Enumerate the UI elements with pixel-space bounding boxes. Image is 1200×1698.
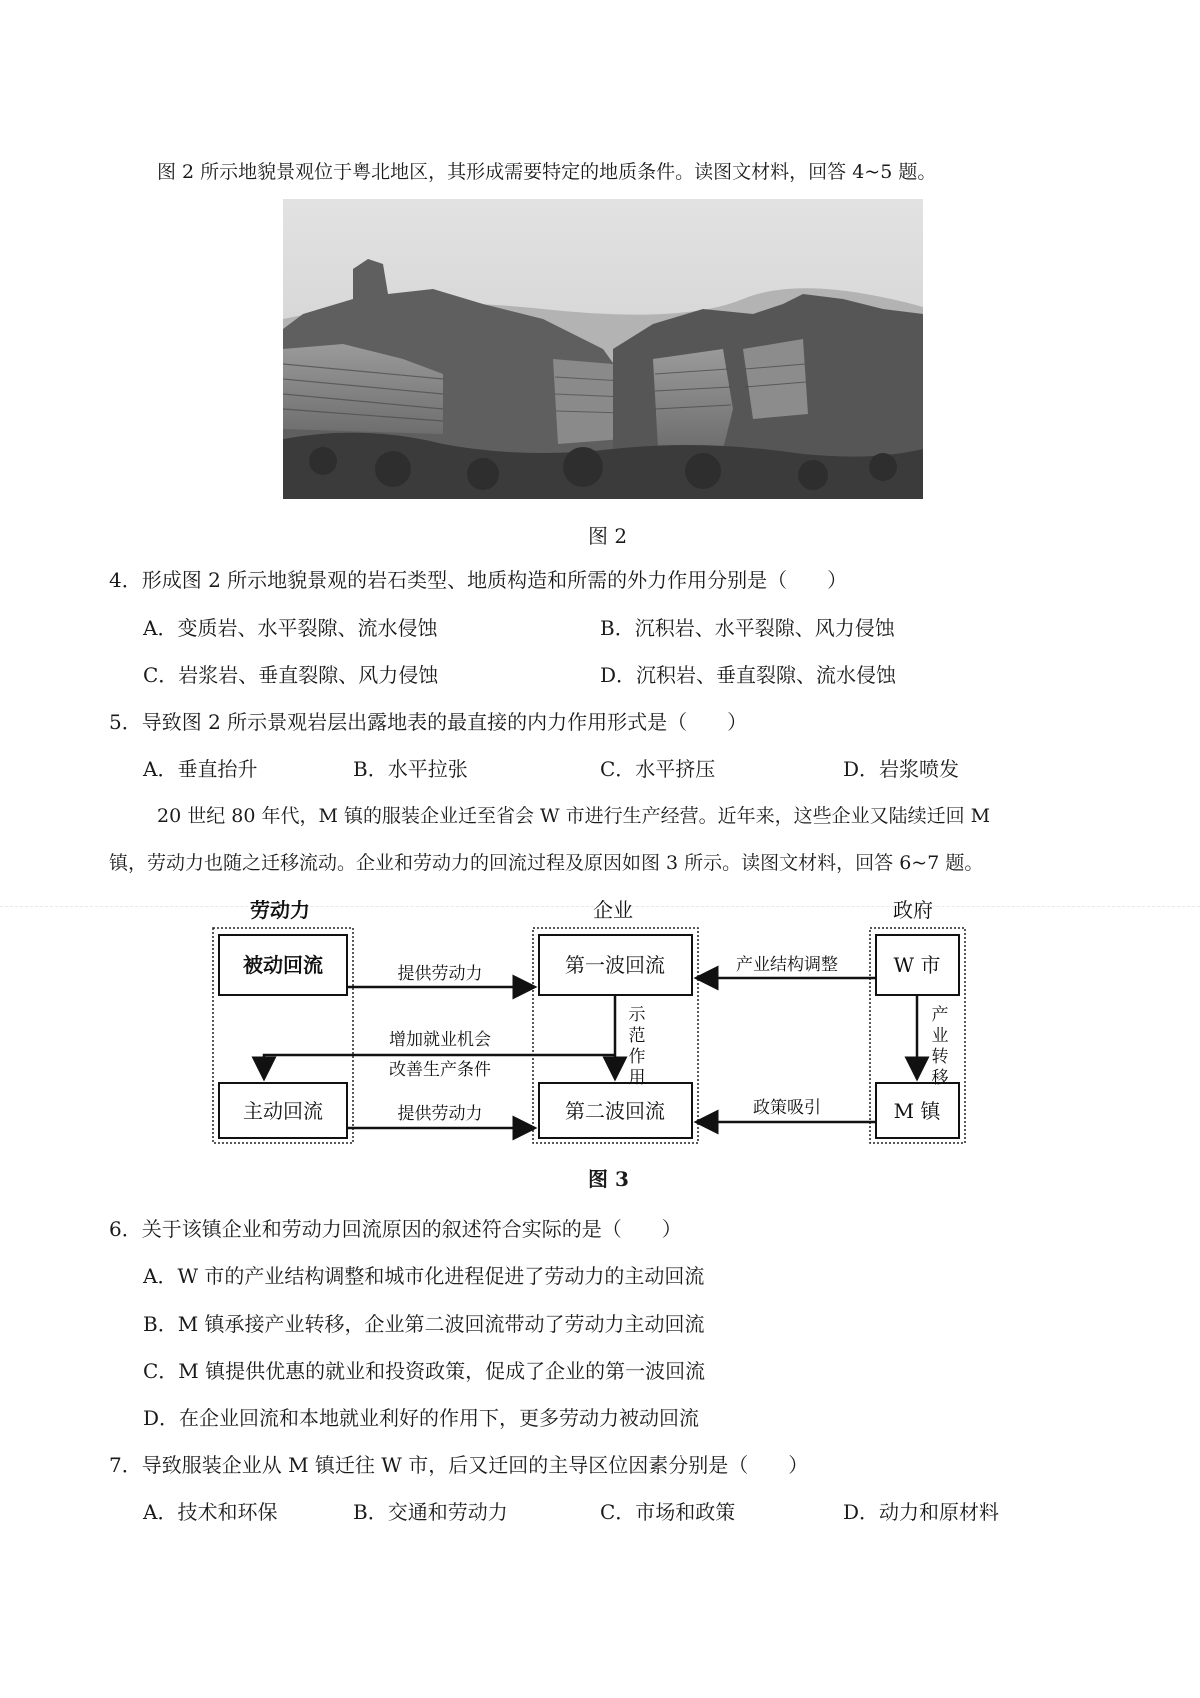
passive-return-label: 被动回流 — [243, 953, 323, 977]
question-6-stem: 6．关于该镇企业和劳动力回流原因的叙述符合实际的是（ ） — [109, 1217, 682, 1241]
provide-labor-top-label: 提供劳动力 — [397, 964, 483, 984]
question-4-option-a: A．变质岩、水平裂隙、流水侵蚀 — [143, 616, 438, 640]
question-6-option-b: B．M 镇承接产业转移，企业第二波回流带动了劳动力主动回流 — [143, 1312, 705, 1336]
header-labor: 劳动力 — [250, 900, 310, 922]
question-5-option-d: D．岩浆喷发 — [843, 757, 960, 781]
question-4-option-b: B．沉积岩、水平裂隙、风力侵蚀 — [600, 616, 895, 640]
question-7-option-a: A．技术和环保 — [143, 1500, 278, 1524]
intro-paragraph-2-line-2: 镇，劳动力也随之迁移流动。企业和劳动力的回流过程及原因如图 3 所示。读图文材料，回答 6~7 题。 — [109, 852, 984, 874]
more-jobs-label: 增加就业机会 — [389, 1030, 491, 1050]
industry-transfer-char-4: 移 — [931, 1068, 949, 1088]
industry-transfer-char-3: 转 — [931, 1047, 949, 1067]
w-city-label: W 市 — [893, 953, 941, 977]
header-enterprise: 企业 — [593, 900, 633, 922]
demo-effect-char-3: 作 — [628, 1047, 646, 1067]
question-6-option-c: C．M 镇提供优惠的就业和投资政策，促成了企业的第一波回流 — [143, 1359, 706, 1383]
active-return-label: 主动回流 — [243, 1099, 323, 1123]
figure-3-diagram — [200, 900, 980, 1160]
intro-paragraph-2-line-1: 20 世纪 80 年代，M 镇的服装企业迁至省会 W 市进行生产经营。近年来，这些企业又陆续迁回 M — [157, 805, 991, 827]
policy-attract-label: 政策吸引 — [753, 1098, 821, 1118]
question-5-option-b: B．水平拉张 — [353, 757, 468, 781]
second-wave-label: 第二波回流 — [565, 1099, 665, 1123]
question-5-option-a: A．垂直抬升 — [143, 757, 258, 781]
question-7-stem: 7．导致服装企业从 M 镇迁往 W 市，后又迁回的主导区位因素分别是（ ） — [109, 1453, 809, 1477]
question-4-option-c: C．岩浆岩、垂直裂隙、风力侵蚀 — [143, 663, 439, 687]
question-4-option-d: D．沉积岩、垂直裂隙、流水侵蚀 — [600, 663, 897, 687]
header-government: 政府 — [893, 900, 933, 922]
demo-effect-char-1: 示 — [628, 1005, 646, 1025]
figure-2-caption: 图 2 — [588, 524, 628, 548]
industry-transfer-char-1: 产 — [931, 1005, 949, 1025]
provide-labor-bottom-label: 提供劳动力 — [397, 1104, 483, 1124]
industry-adjust-label: 产业结构调整 — [736, 955, 838, 975]
demo-effect-char-4: 用 — [628, 1068, 646, 1088]
demo-effect-char-2: 范 — [628, 1026, 646, 1046]
question-7-option-d: D．动力和原材料 — [843, 1500, 1000, 1524]
question-6-option-d: D．在企业回流和本地就业利好的作用下，更多劳动力被动回流 — [143, 1406, 700, 1430]
question-4-stem: 4．形成图 2 所示地貌景观的岩石类型、地质构造和所需的外力作用分别是（ ） — [109, 568, 848, 592]
question-5-option-c: C．水平挤压 — [600, 757, 716, 781]
first-wave-label: 第一波回流 — [565, 953, 665, 977]
m-town-label: M 镇 — [893, 1099, 941, 1123]
question-7-option-c: C．市场和政策 — [600, 1500, 736, 1524]
figure-3-caption: 图 3 — [588, 1167, 629, 1191]
question-7-option-b: B．交通和劳动力 — [353, 1500, 508, 1524]
landform-photo — [283, 199, 923, 499]
industry-transfer-char-2: 业 — [931, 1026, 949, 1046]
improve-conditions-label: 改善生产条件 — [389, 1060, 491, 1080]
question-6-option-a: A．W 市的产业结构调整和城市化进程促进了劳动力的主动回流 — [143, 1264, 705, 1288]
danxia-landform-image — [283, 199, 923, 499]
question-5-stem: 5．导致图 2 所示景观岩层出露地表的最直接的内力作用形式是（ ） — [109, 710, 748, 734]
intro-paragraph-1: 图 2 所示地貌景观位于粤北地区，其形成需要特定的地质条件。读图文材料，回答 4~5 题。 — [157, 161, 937, 183]
